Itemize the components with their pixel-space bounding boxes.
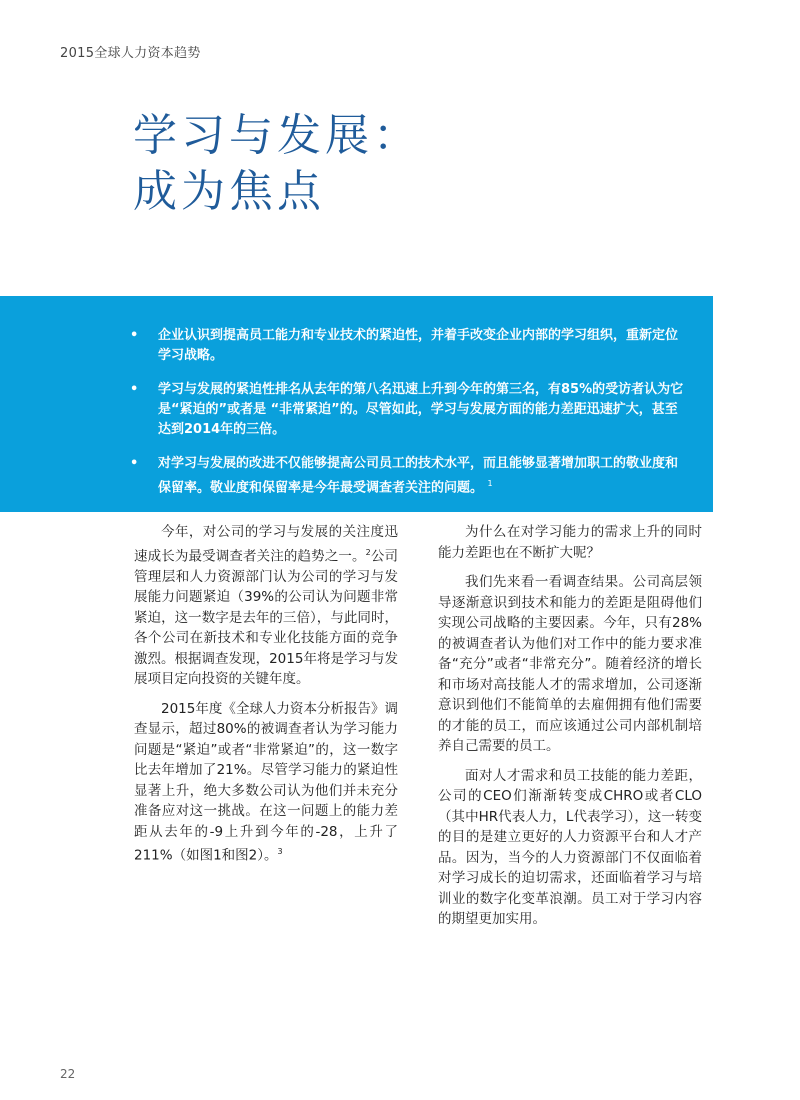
highlights-list <box>130 326 690 512</box>
body-paragraph <box>134 699 398 867</box>
highlight-text: 学习与发展的紧迫性排名从去年的第八名迅速上升到今年的第三名，有85%的受访者认为它是“紧迫的”或者是 “非常紧迫”的。尽管如此，学习与发展方面的能力差距迅速扩大，甚至达到2014年的三倍。 <box>158 382 684 437</box>
page-number: 22 <box>60 1067 76 1081</box>
body-column-left <box>134 522 398 875</box>
body-paragraph: 我们先来看一看调查结果。公司高层领导逐渐意识到技术和能力的差距是阻碍他们实现公司战略的主要因素。今年，只有28%的被调查者认为他们对工作中的能力要求准备“充分”或者“非常充分”。随着经济的增长和市场对高技能人才的需求增加，公司逐渐意识到他们不能简单的去雇佣拥有他们需要的才能的员工，而应该通过公司内部机制培养自己需要的员工。 <box>438 574 702 754</box>
page-title <box>133 108 421 220</box>
running-header: 2015全球人力资本趋势 <box>60 46 201 61</box>
highlight-text: 企业认识到提高员工能力和专业技术的紧迫性，并着手改变企业内部的学习组织，重新定位学习战略。 <box>158 328 679 363</box>
highlights-banner <box>0 296 713 512</box>
footnote-ref: 3 <box>277 847 283 856</box>
page-title-line-2: 成为焦点 <box>133 166 325 217</box>
highlight-item <box>130 326 690 366</box>
bullet-icon: • <box>130 456 139 471</box>
page-title-line-1: 学习与发展： <box>133 110 421 161</box>
bullet-icon: • <box>130 382 139 397</box>
body-paragraph: 面对人才需求和员工技能的能力差距，公司的CEO们渐渐转变成CHRO或者CLO（其中HR代表人力，L代表学习），这一转变的目的是建立更好的人力资源平台和人才产品。因为，当今的人力资源部门不仅面临着对学习成长的迫切需求，还面临着学习与培训业的数字化变革浪潮。员工对于学习内容的期望更加实用。 <box>438 767 702 927</box>
footnote-ref: 1 <box>487 479 493 488</box>
body-column-right <box>438 522 702 939</box>
highlight-text: 对学习与发展的改进不仅能够提高公司员工的技术水平，而且能够显著增加职工的敬业度和保留率。敬业度和保留率是今年最受调查者关注的问题。 <box>158 456 679 496</box>
paragraph-text: 今年，对公司的学习与发展的关注度迅速成长为最受调查者关注的趋势之一。 <box>134 524 398 564</box>
footnote-ref: 2 <box>365 547 371 557</box>
bullet-icon: • <box>130 328 139 343</box>
highlight-item <box>130 380 690 440</box>
paragraph-text: 2015年度《全球人力资本分析报告》调查显示，超过80%的被调查者认为学习能力问题是“紧迫”或者“非常紧迫”的，这一数字比去年增加了21%。尽管学习能力的紧迫性显著上升，绝大多数公司认为他们并未充分准备应对这一挑战。在这一问题上的能力差距从去年的-9上升到今年的-28，上升了211%（如图1和图2）。 <box>134 700 398 864</box>
body-paragraph: 为什么在对学习能力的需求上升的同时能力差距也在不断扩大呢？ <box>438 524 702 561</box>
paragraph-text: 公司管理层和人力资源部门认为公司的学习与发展能力问题紧迫（39%的公司认为问题非常紧迫，这一数字是去年的三倍），与此同时，各个公司在新技术和专业化技能方面的竞争激烈。根据调查发现，2015年将是学习与发展项目定向投资的关键年度。 <box>134 548 399 687</box>
body-paragraph <box>134 522 398 690</box>
highlight-item <box>130 454 690 498</box>
